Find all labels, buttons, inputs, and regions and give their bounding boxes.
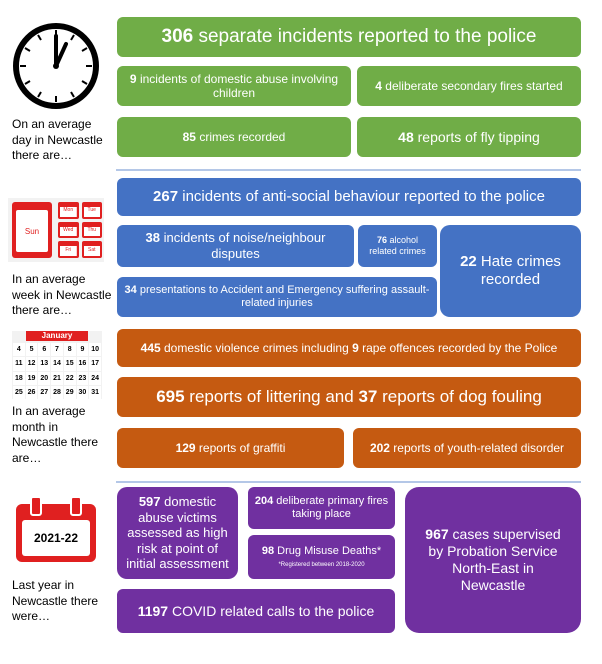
month-calendar-day: 9 (77, 343, 89, 356)
year-e-box (117, 589, 395, 633)
month-calendar-day: 25 (13, 386, 25, 399)
year-b-num: 204 (254, 494, 274, 507)
month-calendar-day: 6 (38, 343, 50, 356)
year-b-box (248, 487, 395, 529)
week-c-text: Hate crimes recorded (476, 253, 561, 288)
month-calendar-day: 23 (77, 372, 89, 385)
year-d-text: cases supervised by Probation Service North-East in Newcastle (428, 526, 561, 593)
year-c-box (248, 535, 395, 579)
day-a-num: 9 (129, 71, 137, 86)
day-c-box (117, 117, 351, 157)
month-b-text1: reports of littering and (184, 386, 359, 406)
year-a-box (117, 487, 238, 579)
week-main-box (117, 178, 581, 216)
day-c-text: crimes recorded (195, 129, 286, 144)
month-main-num2: 9 (352, 340, 359, 355)
month-calendar-day: 13 (38, 357, 50, 370)
week-a-box (117, 225, 354, 267)
month-c-num: 129 (175, 440, 196, 455)
week-calendar-day: Sat (82, 241, 103, 258)
month-calendar-day: 27 (38, 386, 50, 399)
month-calendar-day: 4 (13, 343, 25, 356)
month-calendar-day: 7 (51, 343, 63, 356)
week-calendar-day: Mon (58, 202, 79, 219)
month-calendar-day: 10 (89, 343, 101, 356)
week-label: In an average week in Newcastle there are… (12, 272, 112, 318)
week-calendar-icon (8, 198, 104, 262)
week-main-num: 267 (153, 188, 179, 205)
month-calendar-day: 21 (51, 372, 63, 385)
month-label: In an average month in Newcastle there are… (12, 404, 99, 465)
month-calendar-day: 16 (77, 357, 89, 370)
day-d-text: reports of fly tipping (413, 128, 540, 145)
year-d-num: 967 (425, 526, 449, 543)
month-calendar-day: 12 (26, 357, 38, 370)
month-main-text1: domestic violence crimes including (160, 340, 353, 355)
day-main-box (117, 17, 581, 57)
day-d-box (357, 117, 581, 157)
day-b-text: deliberate secondary fires started (381, 78, 563, 93)
divider-day-week (116, 169, 581, 171)
month-calendar-day: 11 (13, 357, 25, 370)
week-c-num: 22 (460, 253, 477, 270)
day-b-box (357, 66, 581, 106)
month-calendar-day: 31 (89, 386, 101, 399)
day-d-num: 48 (398, 128, 414, 145)
day-a-text: incidents of domestic abuse involving children (136, 71, 339, 100)
week-b-num: 76 (376, 235, 387, 246)
week-b-text: alcohol related crimes (369, 235, 426, 256)
year-label: Last year in Newcastle there were… (12, 578, 99, 624)
month-main-num1: 445 (140, 340, 161, 355)
year-b-text: deliberate primary fires taking place (273, 494, 389, 520)
month-calendar-day: 5 (26, 343, 38, 356)
month-main-text2: rape offences recorded by the Police (358, 340, 558, 355)
month-d-box (353, 428, 581, 468)
year-c-num: 98 (261, 545, 275, 558)
clock-icon (12, 22, 100, 110)
day-b-num: 4 (375, 78, 382, 93)
week-a-text: incidents of noise/neighbour disputes (159, 230, 326, 261)
year-c-text: Drug Misuse Deaths* (274, 545, 382, 558)
year-a-text: domestic abuse victims assessed as high risk at point of initial assessment (126, 494, 229, 572)
month-calendar-day: 8 (64, 343, 76, 356)
year-d-box (405, 487, 581, 633)
month-b-num2: 37 (358, 386, 378, 406)
week-a-num: 38 (145, 230, 160, 246)
week-calendar-day: Fri (58, 241, 79, 258)
month-b-num1: 695 (156, 386, 185, 406)
month-calendar-title: January (41, 331, 73, 340)
divider-month-year (116, 481, 581, 483)
month-main-box (117, 329, 581, 367)
month-c-box (117, 428, 344, 468)
month-d-text: reports of youth-related disorder (389, 440, 565, 455)
month-calendar-day: 15 (64, 357, 76, 370)
month-calendar-day: 17 (89, 357, 101, 370)
day-label: On an average day in Newcastle there are… (12, 117, 103, 163)
month-calendar-day: 28 (51, 386, 63, 399)
month-calendar-day: 26 (26, 386, 38, 399)
month-d-num: 202 (369, 440, 390, 455)
year-calendar-year: 2021-22 (33, 531, 79, 545)
week-d-text: presentations to Accident and Emergency suffering assault-related injuries (136, 283, 430, 309)
week-calendar-big-day: Sun (24, 226, 40, 236)
month-calendar-day: 20 (38, 372, 50, 385)
week-main-text: incidents of anti-social behaviour reported to the police (178, 188, 545, 205)
month-calendar-day: 19 (26, 372, 38, 385)
week-calendar-day: Tue (82, 202, 103, 219)
week-b-box (358, 225, 437, 267)
day-main-num: 306 (161, 25, 194, 47)
day-main-text: separate incidents reported to the police (193, 25, 537, 47)
month-calendar-icon (12, 331, 102, 399)
day-a-box (117, 66, 351, 106)
year-e-text: COVID related calls to the police (168, 602, 375, 619)
week-calendar-day: Wed (58, 222, 79, 239)
week-calendar-day: Thu (82, 222, 103, 239)
year-c-note: *Registered between 2018-2020 (278, 561, 365, 568)
week-d-num: 34 (124, 283, 137, 296)
week-c-box (440, 225, 581, 317)
month-b-box (117, 377, 581, 417)
year-a-num: 597 (138, 494, 161, 510)
month-c-text: reports of graffiti (195, 440, 286, 455)
week-d-box (117, 277, 437, 317)
day-c-num: 85 (182, 129, 196, 144)
month-calendar-day: 18 (13, 372, 25, 385)
month-calendar-day: 30 (77, 386, 89, 399)
year-calendar-icon (16, 496, 96, 562)
month-calendar-day: 14 (51, 357, 63, 370)
month-calendar-day: 22 (64, 372, 76, 385)
year-e-num: 1197 (137, 602, 169, 619)
month-b-text2: reports of dog fouling (377, 386, 542, 406)
month-calendar-day: 24 (89, 372, 101, 385)
month-calendar-day: 29 (64, 386, 76, 399)
